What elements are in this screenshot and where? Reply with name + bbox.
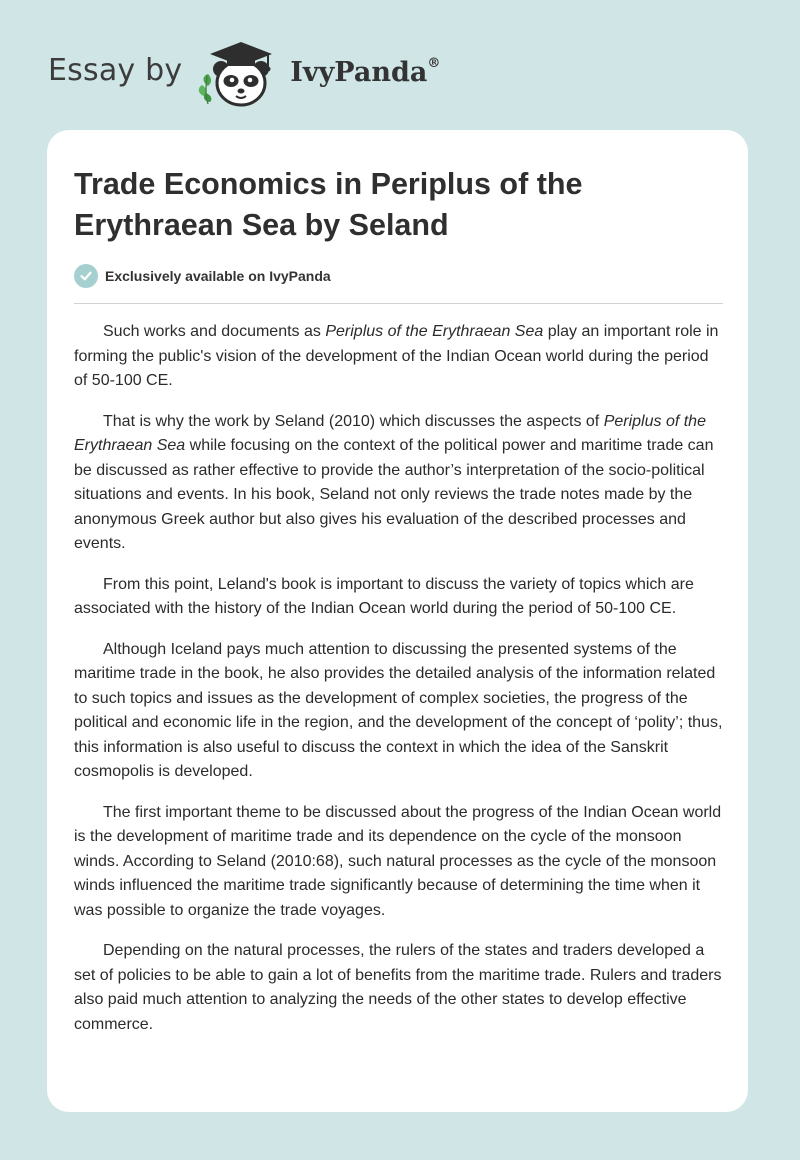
registered-mark: ®	[427, 55, 441, 71]
essay-card	[47, 130, 748, 1112]
paragraph: That is why the work by Seland (2010) which discusses the aspects of Periplus of the Erythraean Sea while focusing on the context of the political power and maritime trade can be discussed as rather effective to provide the author’s interpretation of the socio-political situations and events. In his book, Seland not only reviews the trade notes made by the anonymous Greek author but also gives his evaluation of the described processes and events.	[74, 412, 714, 552]
paragraph: The first important theme to be discussed about the progress of the Indian Ocean world is the development of maritime trade and its dependence on the cycle of the monsoon winds. According to Seland (2010:68), such natural processes as the cycle of the monsoon winds influenced the maritime trade significantly because of determining the time when it was possible to organize the trade voyages.	[74, 803, 722, 919]
checkmark-icon	[74, 264, 98, 288]
divider	[74, 303, 723, 304]
paragraph: From this point, Leland's book is important to discuss the variety of topics which are associated with the history of the Indian Ocean world during the period of 50-100 CE.	[74, 575, 694, 617]
exclusive-label: Exclusively available on IvyPanda	[105, 268, 331, 284]
essay-title: Trade Economics in Periplus of the Erythraean Sea by Seland	[74, 167, 583, 242]
exclusive-badge	[74, 264, 331, 288]
essay-body	[74, 320, 724, 1053]
ivypanda-logo-text: IvyPanda	[290, 56, 428, 88]
paragraph: Although Iceland pays much attention to discussing the presented systems of the maritime trade in the book, he also provides the detailed analysis of the information related to such topics and issues as the development of complex societies, the progress of the political and economic life in the region, and the development of the concept of ‘polity’; thus, this information is also useful to discuss the context in which the idea of the Sanskrit cosmopolis is developed.	[74, 640, 723, 780]
paragraph: Such works and documents as Periplus of the Erythraean Sea play an important role in forming the public's vision of the development of the Indian Ocean world during the period of 50-100 CE.	[74, 323, 719, 389]
essay-by-label: Essay by	[48, 52, 183, 88]
paragraph: Depending on the natural processes, the rulers of the states and traders developed a set of policies to be able to gain a lot of benefits from the maritime trade. Rulers and traders also paid much attention to analyzing the needs of the other states to develop effective commerce.	[74, 942, 722, 1033]
site-header-logo[interactable]	[48, 36, 440, 112]
panda-mascot-icon	[194, 36, 286, 112]
